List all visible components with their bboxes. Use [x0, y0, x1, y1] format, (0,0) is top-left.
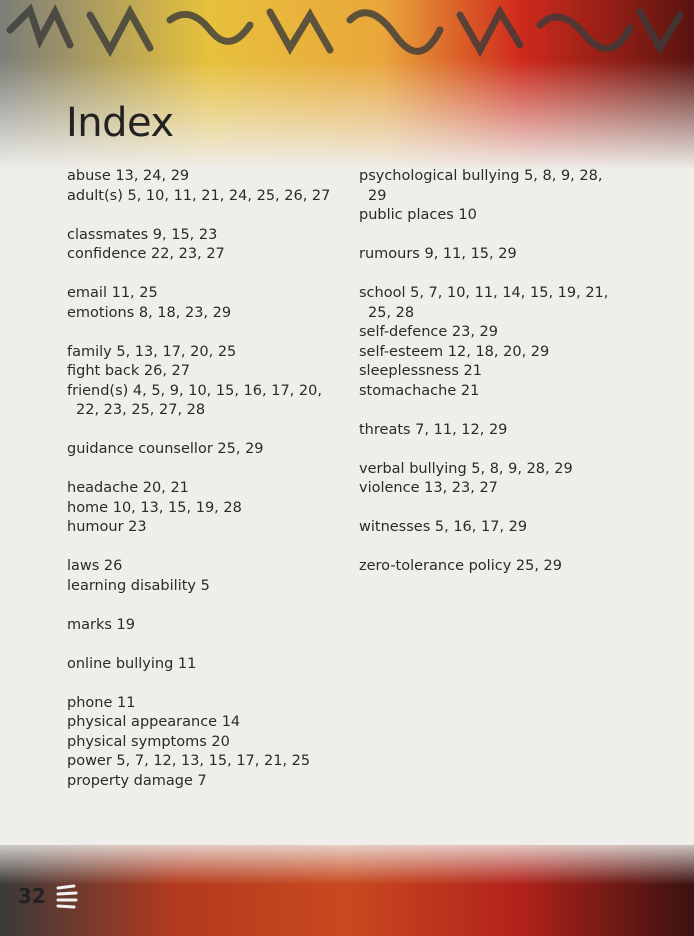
index-group: [67, 655, 337, 675]
index-entry: abuse 13, 24, 29: [67, 168, 190, 184]
index-entry: phone 11: [67, 694, 136, 711]
index-entry: physical appearance 14: [67, 714, 241, 730]
index-entry: adult(s) 5, 10, 11, 21, 24, 25, 26, 27: [67, 187, 331, 204]
index-entry: home 10, 13, 15, 19, 28: [67, 499, 242, 516]
index-entry: friend(s) 4, 5, 9, 10, 15, 16, 17, 20, 22, 23, 25, 27, 28: [67, 382, 322, 418]
index-entry: zero-tolerance policy 25, 29: [359, 558, 563, 574]
index-group: [359, 557, 619, 577]
page-number: 32: [18, 884, 46, 908]
index-entry: email 11, 25: [67, 285, 158, 301]
index-entry: verbal bullying 5, 8, 9, 28, 29: [359, 460, 573, 477]
index-entry: headache 20, 21: [67, 480, 189, 496]
index-entry: self-defence 23, 29: [359, 324, 499, 340]
index-group: [359, 421, 619, 441]
index-entry: online bullying 11: [67, 655, 197, 672]
index-column-right: [359, 167, 619, 596]
index-entry: witnesses 5, 16, 17, 29: [359, 519, 528, 535]
index-group: [359, 284, 619, 401]
index-group: [67, 479, 337, 538]
index-entry: humour 23: [67, 519, 147, 535]
index-entry: public places 10: [359, 207, 477, 223]
index-entry: confidence 22, 23, 27: [67, 246, 225, 262]
index-entry: sleeplessness 21: [359, 363, 482, 379]
index-entry: rumours 9, 11, 15, 29: [359, 246, 517, 262]
index-entry: physical symptoms 20: [67, 733, 230, 750]
index-group: [67, 167, 337, 206]
index-group: [359, 518, 619, 538]
page-tab-icon: [56, 884, 78, 910]
index-group: [359, 460, 619, 499]
index-group: [359, 167, 619, 226]
index-group: [67, 226, 337, 265]
index-entry: fight back 26, 27: [67, 363, 191, 379]
index-entry: violence 13, 23, 27: [359, 480, 498, 496]
index-entry: classmates 9, 15, 23: [67, 226, 218, 243]
index-entry: laws 26: [67, 558, 123, 574]
index-entry: family 5, 13, 17, 20, 25: [67, 343, 237, 360]
index-entry: learning disability 5: [67, 577, 210, 594]
index-entry: school 5, 7, 10, 11, 14, 15, 19, 21, 25, 28: [359, 285, 609, 321]
index-group: [67, 557, 337, 596]
index-entry: emotions 8, 18, 23, 29: [67, 304, 232, 321]
index-entry: stomachache 21: [359, 382, 480, 399]
index-entry: self-esteem 12, 18, 20, 29: [359, 343, 550, 360]
index-entry: guidance counsellor 25, 29: [67, 441, 264, 457]
index-entry: marks 19: [67, 616, 135, 633]
index-entry: threats 7, 11, 12, 29: [359, 421, 508, 438]
index-group: [67, 616, 337, 636]
index-column-left: [67, 167, 337, 811]
index-entry: property damage 7: [67, 772, 207, 789]
index-entry: psychological bullying 5, 8, 9, 28, 29: [359, 168, 603, 204]
index-group: [67, 343, 337, 421]
index-entry: power 5, 7, 12, 13, 15, 17, 21, 25: [67, 753, 311, 769]
page-title: Index: [66, 100, 174, 146]
index-group: [67, 440, 337, 460]
index-group: [359, 245, 619, 265]
index-group: [67, 284, 337, 323]
index-group: [67, 694, 337, 792]
